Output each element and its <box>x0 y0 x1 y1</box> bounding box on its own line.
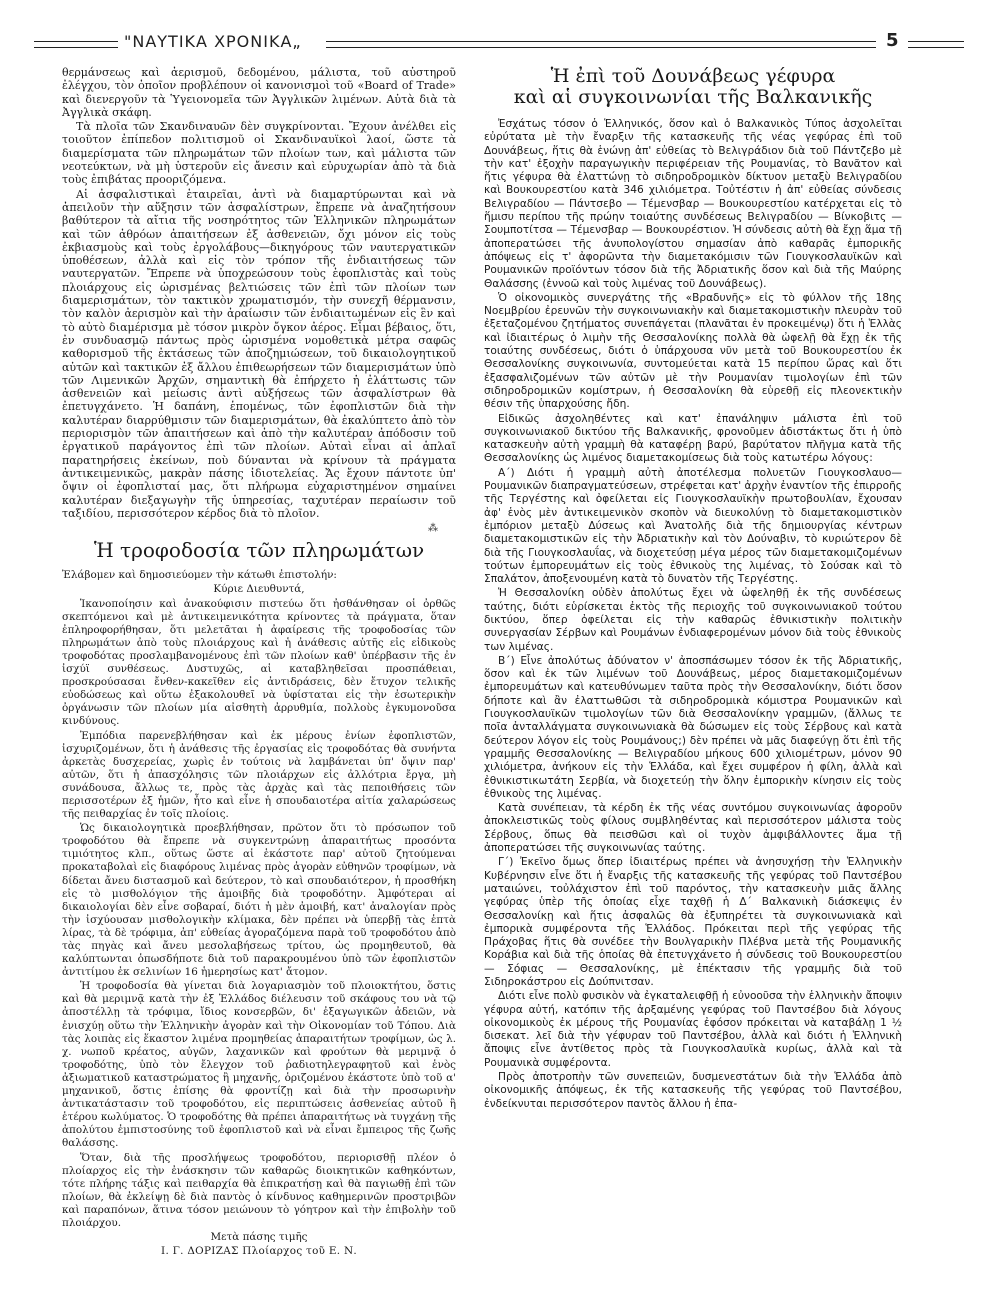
left-column <box>62 66 456 1259</box>
letter-signature: Ι. Γ. ΔΟΡΙΖΑΣ Πλοίαρχος τοῦ Ε. Ν. <box>161 1245 357 1258</box>
section-title-line-2: καὶ αἱ συγκοινωνίαι τῆς Βαλκανικῆς <box>513 86 873 108</box>
right-paragraph: Πρὸς ἀποτροπὴν τῶν συνεπειῶν, δυσμενεστάτων διὰ τὴν Ἑλλάδα ἀπὸ οἰκονομικῆς ἀπόψεως, ἐκ τῆς κατασκευῆς τῆς γεφύρας τοῦ Παντσέβου, ἐνδείκνυται περισσότερον παντὸς ἄλλου ἡ ἐπα- <box>484 1071 902 1110</box>
letter-paragraph: Ἱκανοποίησιν καὶ ἀνακούφισιν πιστεύω ὅτι ἠσθάνθησαν οἱ ὀρθῶς σκεπτόμενοι καὶ μὲ ἀντικειμενικότητα κρίνοντες τὰ πράγματα, ὅταν ἐπληροφορήθησαν, ὅτι μελετᾶται ἡ ἀφαίρεσις τῆς τροφοδοσίας τῶν πληρωμάτων ἀπὸ τοὺς πλοιάρχους καὶ ἡ ἀνάθεσις αὐτῆς εἰς εἰδικοὺς τροφοδότας προσλαμβανομένους ἐπὶ τῶν πλοίων καθ' ὑπέρβασιν τῆς ἐν ἰσχύϊ συνθέσεως. Δυστυχῶς, αἱ καταβληθεῖσαι προσπάθειαι, προσκρούσασαι ἔνθεν-κακεῖθεν εἰς ἀντιδράσεις, δὲν ἔτυχον τελικῆς εὐοδώσεως καὶ οὕτω ἐξακολουθεῖ νὰ ὑφίσταται εἰς τὴν ἐσωτερικὴν ὀργάνωσιν τῶν πλοίων μία αἰσθητὴ ἀρρυθμία, πολλοὺς ἐγκυμονοῦσα κινδύνους. <box>62 597 456 728</box>
left-paragraph: θερμάνσεως καὶ ἀερισμοῦ, δεδομένου, μάλιστα, τοῦ αὐστηροῦ ἐλέγχου, τὸν ὁποῖον προβλέπουν οἱ κανονισμοὶ τοῦ «Board of Trade» καὶ διενεργοῦν τὰ Ὑγειονομεῖα τῶν Ἀγγλικῶν λιμένων. Αὐτὰ διὰ τὰ Ἀγγλικὰ σκάφη. <box>62 66 456 119</box>
letter-paragraph: Ἡ τροφοδοσία θὰ γίνεται διὰ λογαριασμὸν τοῦ πλοιοκτήτου, ὅστις καὶ θὰ μεριμνᾷ κατὰ τὴν ἐξ Ἑλλάδος διέλευσιν τοῦ σκάφους του νὰ τῷ ἀποστέλλῃ τὰ τρόφιμα, ἴδιος κονσερβῶν, δι' ἐξαγωγικῶν ἀδειῶν, νὰ ἐνισχύῃ οὕτω τὴν Ἑλληνικὴν ἀγορὰν καὶ τὴν Οἰκονομίαν τοῦ Τόπου. Διὰ τὰς λοιπὰς εἰς ἕκαστον λιμένα προμηθείας ἀπαραιτήτων τροφίμων, ὡς λ. χ. νωποῦ κρέατος, αὐγῶν, λαχανικῶν καὶ φρούτων θὰ μεριμνᾷ ὁ τροφοδότης, ὑπὸ τὸν ἔλεγχον τοῦ ῥαδιοτηλεγραφητοῦ καὶ ἑνὸς ἀξιωματικοῦ καταστρώματος ἢ μηχανῆς, ὁριζομένου ἑκάστοτε ὑπὸ τοῦ α' μηχανικοῦ, ὅστις ἐπίσης θὰ φροντίζῃ καὶ διὰ τὴν προσωρινὴν ἀντικατάστασιν τοῦ τροφοδότου, εἰς περιπτώσεις ἀσθενείας αὐτοῦ ἢ ἑτέρου κωλύματος. Ὁ τροφοδότης θὰ πρέπει ἀπαραιτήτως νὰ τυγχάνῃ τῆς ἀπολύτου ἐμπιστοσύνης τοῦ ἐφοπλιστοῦ καὶ νὰ εἶναι ἔμπειρος τῆς ζωῆς θαλάσσης. <box>62 980 456 1150</box>
header-rule-left <box>34 41 118 48</box>
letter-paragraph: Ὅταν, διὰ τῆς προσλήψεως τροφοδότου, περιορισθῇ πλέον ὁ πλοίαρχος εἰς τὴν ἐνάσκησιν τῶν καθαρῶς διοικητικῶν καθηκόντων, τότε πλήρης τάξις καὶ πειθαρχία θὰ ἐπικρατήσῃ καὶ θὰ παγιωθῇ ἐπὶ τῶν πλοίων, θὰ ἐκλείψῃ δὲ διὰ παντὸς ὁ κίνδυνος καθημερινῶν προστριβῶν καὶ παραπόνων, ἅτινα τόσον μειώνουν τὸ γόητρον καὶ τὴν ἐπιβολὴν τοῦ πλοιάρχου. <box>62 1151 456 1229</box>
page-number: 5 <box>886 30 899 51</box>
right-paragraph: Ἐσχάτως τόσον ὁ Ἑλληνικός, ὅσον καὶ ὁ Βαλκανικὸς Τύπος ἀσχολεῖται εὐρύτατα μὲ τὴν ἔναρξιν τῆς κατασκευῆς τῆς νέας γεφύρας ἐπὶ τοῦ Δουνάβεως, ἥτις θὰ ἑνώνῃ ἀπ' εὐθείας τὸ Βελιγράδιον διὰ τοῦ Πάντζεβο μὲ τὴν κατ' ἐξοχὴν παραγωγικὴν περιφέρειαν τῆς Ρουμανίας, τὸ Βανᾶτον καὶ ἥτις γέφυρα θὰ ἐλαττώνῃ τὸ σιδηροδρομικὸν δίκτυον μεταξὺ Βελιγραδίου καὶ Βουκουρεστίου κατὰ 346 χιλιόμετρα. Τοὐτέστιν ἡ ἀπ' εὐθείας σύνδεσις Βελιγραδίου — Πάντσεβο — Τέμενσβαρ — Βουκουρεστίου κατέρχεται εἰς τὸ ἥμισυ περίπου τῆς πρώην τοιαύτης συνδέσεως Βελιγραδίου — Βίνκοβιτς — Σουμποτίτσα — Τέμενσβαρ — Βουκουρέστιον. Ἡ σύνδεσις αὐτὴ θὰ ἔχῃ ἅμα τῇ ἀποπερατώσει τῆς ἀνυπολογίστου σημασίαν ἀπὸ καθαρᾶς ἐμπορικῆς ἀπόψεως εἰς τ' ἀφορῶντα τὴν διαμετακόμισιν τῶν Γιουγκοσλαυϊκῶν καὶ Ρουμανικῶν προϊόντων τόσον διὰ τῆς Ἀδριατικῆς ὅσον καὶ διὰ τῆς Μαύρης Θαλάσσης (ἐννοῶ καὶ τοὺς λιμένας τοῦ Δουνάβεως). <box>484 118 902 290</box>
right-paragraph: Β΄) Εἶνε ἀπολύτως ἀδύνατον ν' ἀποσπάσωμεν τόσον ἐκ τῆς Ἀδριατικῆς, ὅσον καὶ ἐκ τῶν λιμένων τοῦ Δουνάβεως, μέρος διαμετακομιζομένων ἐμπορευμάτων καὶ κατευθύνωμεν ταῦτα πρὸς τὴν Θεσσαλονίκην, διότι ὅσον δήποτε καὶ ἂν ἐλαττωθῶσι τὰ σιδηροδρομικὰ κόμιστρα Ρουμανικῶν καὶ Γιουγκοσλαυϊκῶν τιμολογίων τῶν διὰ Θεσσαλονίκην γραμμῶν, (ἄλλως τε ποῖα ἀνταλλάγματα συγκοινωνιακὰ θὰ δώσωμεν εἰς τοὺς Σέρβους καὶ κατὰ δεύτερον λόγον εἰς τοὺς Ρουμάνους;) δὲν πρέπει νὰ μᾶς διαφεύγῃ ὅτι ἐπὶ τῆς γραμμῆς Θεσσαλονίκης — Βελιγραδίου μήκους 600 χιλιομέτρων, μόνον 90 χιλιόμετρα, ἀνήκουν εἰς τὴν Ἑλλάδα, καὶ ἔχει συμφέρον ἡ φίλη, ἀλλὰ καὶ ἐθνικιστικωτάτη Σερβία, νὰ διοχετεύῃ τὴν ὅλην ἐμπορικὴν κίνησιν εἰς τοὺς ἐθνικοὺς της λιμένας. <box>484 654 902 800</box>
right-paragraph: Ὁ οἰκονομικὸς συνεργάτης τῆς «Βραδυνῆς» εἰς τὸ φύλλον τῆς 18ης Νοεμβρίου ἐρευνῶν τὴν συγκοινωνιακὴν καὶ διαμετακομιστικὴν πλευρὰν τοῦ ἐξεταζομένου ζητήματος συνεπάγεται (πλανᾶται ἐν προκειμένῳ) ὅτι ἡ Ἑλλὰς καὶ ἰδιαιτέρως ὁ λιμὴν τῆς Θεσσαλονίκης πολλὰ θὰ ὠφελῇ θὰ ἔχῃ ἐκ τῆς τοιαύτης συνδέσεως, διότι ὁ ὑπάρχουσα νῦν μετὰ τοῦ Βουκουρεστίου ἐκ Θεσσαλονίκης συγκοινωνία, συντομεύεται κατὰ 15 περίπου ὥρας καὶ ὅτι ἐξασφαλιζομένων τῶν αὐτῶν μὲ τὴν Ρουμανίαν τιμολογίων ἐπὶ τῶν σιδηροδρομικῶν κομίστρων, ἡ Θεσσαλονίκη θὰ εὑρεθῇ εἰς πλεονεκτικὴν θέσιν τῆς ὑπαρχούσης ἤδη. <box>484 291 902 411</box>
section-title-supply: Ἡ τροφοδοσία τῶν πληρωμάτων <box>93 538 425 563</box>
header-rule-right <box>326 41 876 48</box>
letter-body <box>62 569 456 1258</box>
page-header <box>34 30 964 56</box>
letter-paragraph: Ἐμπόδια παρενεβλήθησαν καὶ ἐκ μέρους ἐνίων ἐφοπλιστῶν, ἰσχυριζομένων, ὅτι ἡ ἀνάθεσις τῆς ἐργασίας εἰς τροφοδότας θὰ συνήντα ἀρκετὰς δυσχερείας, χωρὶς ἐν τούτοις νὰ λαμβάνεται ὑπ' ὄψιν παρ' αὐτῶν, ὅτι ἡ ἀπασχόλησις τῶν πλοιάρχων εἰς ἀλλότρια ἔργα, μὴ συνάδουσα, ἄλλως τε, πρὸς τὰς ἀρχὰς καὶ τὰς πεποιθήσεις τῶν περισσοτέρων ἐξ ἡμῶν, ἦτο καὶ εἶνε ἡ σπουδαιοτέρα αἰτία χαλαρώσεως τῆς πειθαρχίας ἐν τοῖς πλοίοις. <box>62 729 456 821</box>
right-paragraph: Διότι εἶνε πολὺ φυσικὸν νὰ ἐγκαταλειφθῇ ἡ εὐνοοῦσα τὴν ἑλληνικὴν ἄποψιν γέφυρα αὐτή, κατόπιν τῆς ἀρξαμένης γεφύρας τοῦ Παντσέβου διὰ λόγους οἰκονομικοὺς ἐκ μέρους τῆς Ρουμανίας ἐφόσον πρόκειται νὰ καταβάλῃ 1 ½ δισεκατ. λεῖ διὰ τὴν γέφυραν τοῦ Παντσέβου, ἀλλὰ καὶ διότι ἡ Ἑλληνικὴ ἄποψις εἶνε ἀντίθετος πρὸς τὰ Γιουγκοσλαυϊκὰ κυρίως, ἀλλὰ καὶ τὰ Ρουμανικὰ συμφέροντα. <box>484 990 902 1069</box>
section-title-line-1: Ἡ ἐπὶ τοῦ Δουνάβεως γέφυρα <box>550 65 836 87</box>
section-separator: ⁂ <box>428 523 438 535</box>
left-paragraph: Τὰ πλοῖα τῶν Σκανδιναυῶν δὲν συγκρίνονται. Ἔχουν ἀνέλθει εἰς τοιοῦτον ἐπίπεδον πολιτισμοῦ οἱ Σκανδιναυϊκοὶ λαοί, ὥστε τὰ διαμερίσματα τῶν πληρωμάτων τῶν πλοίων των, καὶ μάλιστα τῶν νεοτεύκτων, νὰ μὴ ὑστεροῦν εἰς ἄνεσιν καὶ εὐρυχωρίαν ἀπὸ τὰ διὰ τοὺς ἐπιβάτας προοριζόμενα. <box>62 120 456 187</box>
right-paragraph: Κατὰ συνέπειαν, τὰ κέρδη ἐκ τῆς νέας συντόμου συγκοινωνίας ἀφοροῦν ἀποκλειστικῶς τοὺς φίλους συμβληθέντας καὶ περισσότερον μάλιστα τοὺς Σέρβους, ὅπως θὰ πεισθῶσι καὶ οἱ τυχὸν ἀμφιβάλλοντες ἅμα τῇ ἀποπερατώσει τῆς συγκοινωνίας ταύτης. <box>484 802 902 855</box>
right-paragraph: Εἰδικῶς ἀσχοληθέντες καὶ κατ' ἐπανάληψιν μάλιστα ἐπὶ τοῦ συγκοινωνιακοῦ δικτύου τῆς Βαλκανικῆς, φρονοῦμεν ἀδιστάκτως ὅτι ἡ ὑπὸ κατασκευὴν αὐτὴ γραμμὴ θὰ καταφέρῃ βαρύ, βαρύτατον πλῆγμα κατὰ τῆς Θεσσαλονίκης ὡς λιμένος διαμετακομίσεως διὰ τοὺς κατωτέρω λόγους: <box>484 412 902 465</box>
letter-closing: Μετὰ πάσης τιμῆς <box>210 1231 308 1244</box>
letter-greeting: Κύριε Διευθυντά, <box>213 583 305 596</box>
right-paragraph: Γ΄) Ἐκεῖνο ὅμως ὅπερ ἰδιαιτέρως πρέπει νὰ ἀνησυχήσῃ τὴν Ἑλληνικὴν Κυβέρνησιν εἶνε ὅτι ἡ ἔναρξις τῆς κατασκευῆς τῆς γεφύρας τοῦ Παντσέβου ματαιώνει, τοὐλάχιστον ἐπὶ τοῦ παρόντος, τὴν κατασκευὴν μιᾶς ἄλλης γεφύρας ὑπὲρ τῆς ὁποίας εἶχε ταχθῇ ἡ Δ΄ Βαλκανικὴ διάσκεψις ἐν Θεσσαλονίκῃ καὶ ἥτις ἀσφαλῶς θὰ ἐξυπηρέτει τὰ συγκοινωνιακὰ καὶ ἐμπορικὰ συμφέροντα τῆς Ἑλλάδος. Πρόκειται περὶ τῆς γεφύρας τῆς Πράχοβας ἥτις θὰ συνέδεε τὴν Βουλγαρικὴν Πλέβνα μετὰ τῆς Ρουμανικῆς Κοράβια καὶ διὰ τῆς ὁποίας θὰ ἐπετυγχάνετο ἡ σύνδεσις τοῦ Βουκουρεστίου — Σόφιας — Θεσσαλονίκης, μὲ ἐπέκτασιν τῆς γραμμῆς διὰ τοῦ Σιδηροκάστρου εἰς Δούπνιτσαν. <box>484 856 902 988</box>
right-paragraph: Ἡ Θεσσαλονίκη οὐδὲν ἀπολύτως ἔχει νὰ ὠφεληθῇ ἐκ τῆς συνδέσεως ταύτης, διότι εὑρίσκεται ἐκτὸς τῆς περιοχῆς τοῦ συγκοινωνιακοῦ τούτου δικτύου, ὅπερ ὀφείλεται εἰς τὴν καθαρῶς ἐθνικιστικὴν πολιτικὴν συνεργασίαν Σέρβων καὶ Ρουμάνων ἐνδιαφερομένων μόνον διὰ τοὺς ἐθνικοὺς των λιμένας. <box>484 587 902 653</box>
section-title-bridge <box>484 66 902 108</box>
journal-title: "ΝΑΥΤΙΚΑ ΧΡΟΝΙΚΑ„ <box>124 32 302 51</box>
letter-intro: Ἐλάβομεν καὶ δημοσιεύομεν τὴν κάτωθι ἐπιστολήν: <box>62 569 337 582</box>
left-paragraph: Αἱ ἀσφαλιστικαὶ ἑταιρεῖαι, ἀντὶ νὰ διαμαρτύρωνται καὶ νὰ ἀπειλοῦν τὴν αὔξησιν τῶν ἀσφαλίστρων, ἔπρεπε νὰ ἀναζητήσουν βαθύτερον τὰ αἴτια τῆς νοσηρότητος τῶν Ἑλληνικῶν πληρωμάτων καὶ τῶν ἀθρόων ἀπαιτήσεων ἐξ ἀσθενειῶν, ὄχι μόνον εἰς τοὺς ἐκβιασμοὺς καὶ τοὺς ἐργολάβους—δικηγόρους τῶν ναυτεργατικῶν ὑποθέσεων, ἀλλὰ καὶ εἰς τὸν τρόπον τῆς ἐνδιαιτήσεως τῶν ναυτεργατῶν. Ἔπρεπε νὰ ὑποχρεώσουν τοὺς ἐφοπλιστὰς καὶ τοὺς πλοιάρχους εἰς ὡρισμένας βελτιώσεις τῶν ἐπὶ τῶν πλοίων των διαμερισμάτων, τὸν τακτικὸν χρωματισμόν, τὴν συνεχῆ θέρμανσιν, τὸν καλὸν ἀερισμὸν καὶ τὴν ἀραίωσιν τῶν ἐνδιαιτωμένων εἰς ἓν καὶ τὸ αὐτὸ διαμέρισμα μὲ τόσον μικρὸν ὄγκον ἀέρος. Εἶμαι βέβαιος, ὅτι, ἐν συνδυασμῷ πάντως πρὸς ὡρισμένα νομοθετικὰ μέτρα σαφῶς καθορισμοῦ τῆς ἐκτάσεως τῶν ἀποζημιώσεων, τοῦ δικαιολογητικοῦ αὐτῶν καὶ τακτικῶν ἐξ ἄλλου ἐπιθεωρήσεων τῶν διαμερισμάτων ὑπὸ τῶν Λιμενικῶν Ἀρχῶν, σημαντικὴ θὰ ἐπήρχετο ἡ ἐλάττωσις τῶν ἀσθενειῶν καὶ μείωσις ἀντὶ αὐξήσεως τῶν ἀσφαλίστρων θὰ ἐπετυγχάνετο. Ἡ δαπάνη, ἑπομένως, τῶν ἐφοπλιστῶν διὰ τὴν καλυτέραν διαρρύθμισιν τῶν διαμερισμάτων, θὰ ἐκαλύπτετο ἀπὸ τὸν περιορισμὸν τῶν ἀπαιτήσεων καὶ ἀπὸ τὴν καλυτέραν ἀπόδοσιν τοῦ ἐργατικοῦ παράγοντος ἐπὶ τῶν πλοίων. Αὐταὶ εἶναι αἱ ἁπλαῖ παρατηρήσεις ἐκείνων, ποὺ δύνανται νὰ κρίνουν τὰ πράγματα ἀντικειμενικῶς, μακρὰν πάσης ἰδιοτελείας. Ἄς ἔχουν πάντοτε ὑπ' ὄψιν οἱ ἐφοπλισταί μας, ὅτι πλήρωμα εὐχαριστημένον σημαίνει καλυτέραν διεξαγωγὴν τῆς ὑπηρεσίας, ταχυτέραν περαίωσιν τοῦ ταξιδίου, περισσότερον κέρδος διὰ τὸ πλοῖον. <box>62 187 456 520</box>
right-paragraph: Α΄) Διότι ἡ γραμμὴ αὐτὴ ἀποτέλεσμα πολυετῶν Γιουγκοσλαυο—Ρουμανικῶν διαπραγματεύσεων, στρέφεται κατ' ἀρχὴν ἐναντίον τῆς ἐπιρροῆς τῆς Τεργέστης καὶ ὀφείλεται εἰς Γιουγκοσλαυϊκὴν πρωτοβουλίαν, ἔχουσαν ἀφ' ἑνὸς μὲν ἀντικειμενικὸν σκοπὸν νὰ διευκολύνῃ τὸ διαμετακομιστικὸν ἐμπόριον μεταξὺ Δύσεως καὶ Ἀνατολῆς διὰ τῆς δημιουργίας κέντρων διαμετακομιστικῶν εἰς τὴν Ἀδριατικὴν καὶ τὸν Δούναβιν, τὸ κυριώτερον δὲ διὰ τῆς Γιουγκοσλαυΐας, νὰ διοχετεύσῃ μέγα μέρος τῶν διαμετακομιζομένων τούτων ἐμπορευμάτων εἰς τοὺς ἐθνικοὺς της λιμένας, τὸ Σούσακ καὶ τὸ Σπαλάτον, ἀποξενουμένη κατὰ τὸ δυνατὸν τῆς Τεργέστης. <box>484 466 902 586</box>
header-rule-tail <box>908 41 964 48</box>
right-column <box>484 66 902 1112</box>
letter-paragraph: Ὡς δικαιολογητικὰ προεβλήθησαν, πρῶτον ὅτι τὸ πρόσωπον τοῦ τροφοδότου θὰ ἔπρεπε νὰ συγκεντρώνῃ ἀπαραιτήτως προσόντα τιμιότητος κλπ., οὕτως ὥστε αἱ ἑκάστοτε παρ' αὐτοῦ ζητούμεναι προκαταβολαὶ εἰς διαφόρους λιμένας πρὸς ἀγορὰν εὐθηνῶν τροφίμων, νὰ δίδεται ἄνευ διστασμοῦ καὶ δεύτερον, τὸ καὶ σπουδαιότερον, ἡ προσθήκη εἰς τὸ μισθολόγιον τῆς ἀμοιβῆς διὰ τροφοδότην. Ἀμφότεραι αἱ δικαιολογίαι δὲν εἶνε σοβαραί, διότι ἡ μὲν ἀμοιβή, κατ' ἀναλογίαν πρὸς τὴν ἰσχύουσαν μισθολογικὴν κλίμακα, δὲν πρέπει νὰ ὑπερβῇ τὰς ἑπτὰ λίρας, τὰ δὲ τρόφιμα, ἀπ' εὐθείας ἀγοραζόμενα παρὰ τοῦ τροφοδότου ἀπὸ τὰς πηγὰς καὶ ἄνευ μεσολαβήσεως τρίτου, ὡς προμηθευτοῦ, θὰ καλύπτωνται ὁπωσδήποτε διὰ τοῦ παρακρουμένου ὑπὸ τῶν ἐφοπλιστῶν ἀντιτίμου ἐκ σελινίων 16 ἡμερησίως κατ' ἄτομον. <box>62 822 456 979</box>
